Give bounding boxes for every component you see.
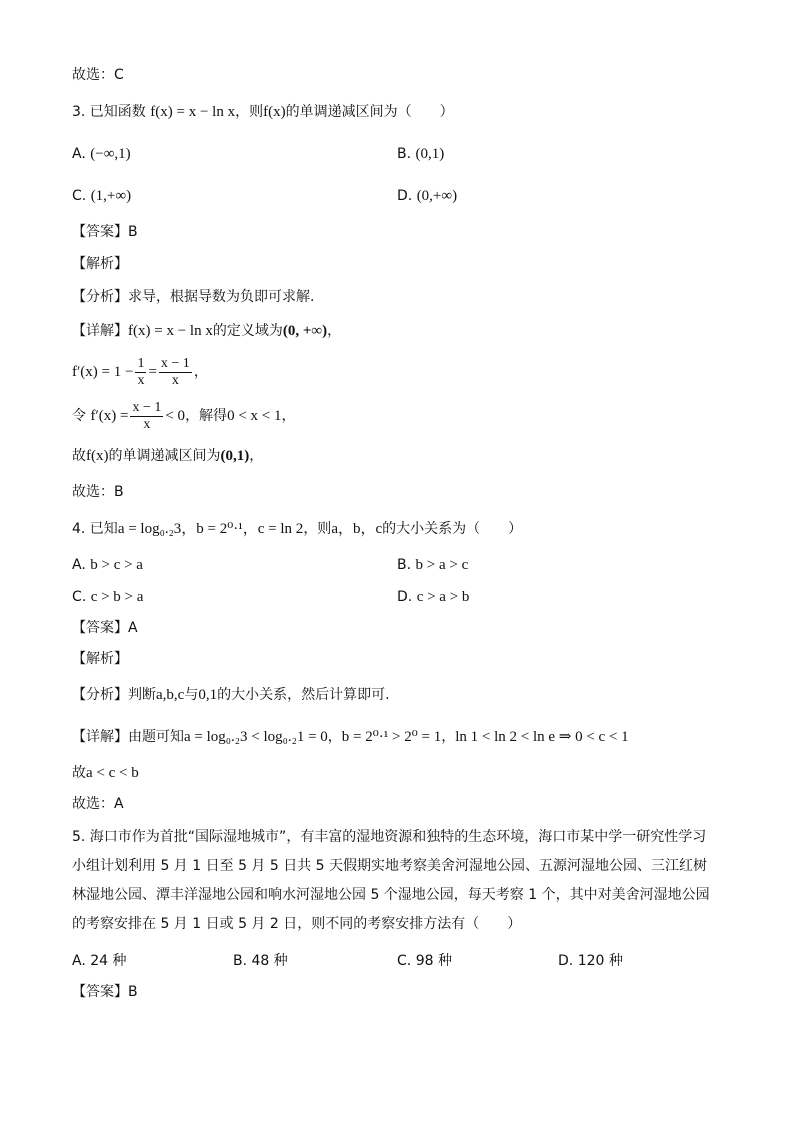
q3-option-d: D. (0,+∞) [397, 188, 458, 204]
q2-conclusion: 故选：C [72, 67, 124, 83]
fraction-x-minus-1-over-x: $\frac{x - 1}{x}$ [132, 399, 162, 432]
q4-conclusion: 故选：A [72, 796, 124, 812]
q4-xiangjie: 【详解】由题可知a = log₀.₂3 < log₀.₂1 = 0，b = 2⁰·¹ > 2⁰ = 1，ln 1 < ln 2 < ln e ⇒ 0 < c < 1 [72, 729, 629, 745]
q5-stem: 5. 海口市作为首批“国际湿地城市”，有丰富的湿地资源和独特的生态环境，海口市某中学一研究性学习小组计划利用 5 月 1 日至 5 月 5 日共 5 天假期实地考察美舍河湿地公园、五源河湿地公园、三江红树林湿地公园、潭丰洋湿地公园和响水河湿地公园 5 个湿地公园，每天考察 1 个，其中对美舍河湿地公园的考察安排在 5 月 1 日或 5 月 2 日，则不同的考察安排方法有（ ） [72, 829, 710, 932]
q3-result-line: 故f(x)的单调递减区间为(0,1)， [72, 448, 264, 464]
q3-option-b: B. (0,1) [397, 146, 445, 162]
q3-analysis-title: 【解析】 [72, 256, 128, 272]
q4-analysis-title: 【解析】 [72, 651, 128, 667]
q3-xiangjie-line1: 【详解】f(x) = x − ln x的定义域为(0, +∞)， [72, 323, 342, 339]
fraction-x-minus-1-over-x: $\frac{x - 1}{x}$ [160, 355, 190, 388]
q3-conclusion: 故选：B [72, 484, 124, 500]
q3-derivative-line: f′(x) = 1 − $\frac{1}{x}$ = $\frac{x - 1}{x}$ ， [72, 355, 208, 388]
q4-result-line: 故a < c < b [72, 765, 139, 781]
q4-option-c: C. c > b > a [72, 589, 144, 605]
q3-inequality-line: 令 f′(x) = $\frac{x - 1}{x}$ < 0，解得0 < x < 1， [72, 399, 296, 432]
q5-option-b: B. 48 种 [233, 953, 288, 969]
q3-option-c: C. (1,+∞) [72, 188, 132, 204]
q5-option-d: D. 120 种 [558, 953, 623, 969]
q4-stem: 4. 已知a = log₀.₂3，b = 2⁰·¹，c = ln 2，则a，b，c的大小关系为（ ） [72, 521, 523, 537]
q4-option-b: B. b > a > c [397, 557, 469, 573]
q5-option-c: C. 98 种 [397, 953, 452, 969]
q4-answer: 【答案】A [72, 620, 138, 636]
q5-option-a: A. 24 种 [72, 953, 127, 969]
q4-option-a: A. b > c > a [72, 557, 143, 573]
fraction-1-over-x: $\frac{1}{x}$ [137, 355, 145, 388]
q4-fenxi: 【分析】判断a,b,c与0,1的大小关系，然后计算即可. [72, 687, 390, 703]
q3-answer: 【答案】B [72, 224, 138, 240]
q4-option-d: D. c > a > b [397, 589, 470, 605]
q3-fenxi: 【分析】求导，根据导数为负即可求解. [72, 289, 315, 305]
q3-stem: 3. 已知函数 f(x) = x − ln x，则f(x)的单调递减区间为（ ） [72, 104, 454, 120]
q3-option-a: A. (−∞,1) [72, 146, 131, 162]
q5-answer: 【答案】B [72, 984, 138, 1000]
